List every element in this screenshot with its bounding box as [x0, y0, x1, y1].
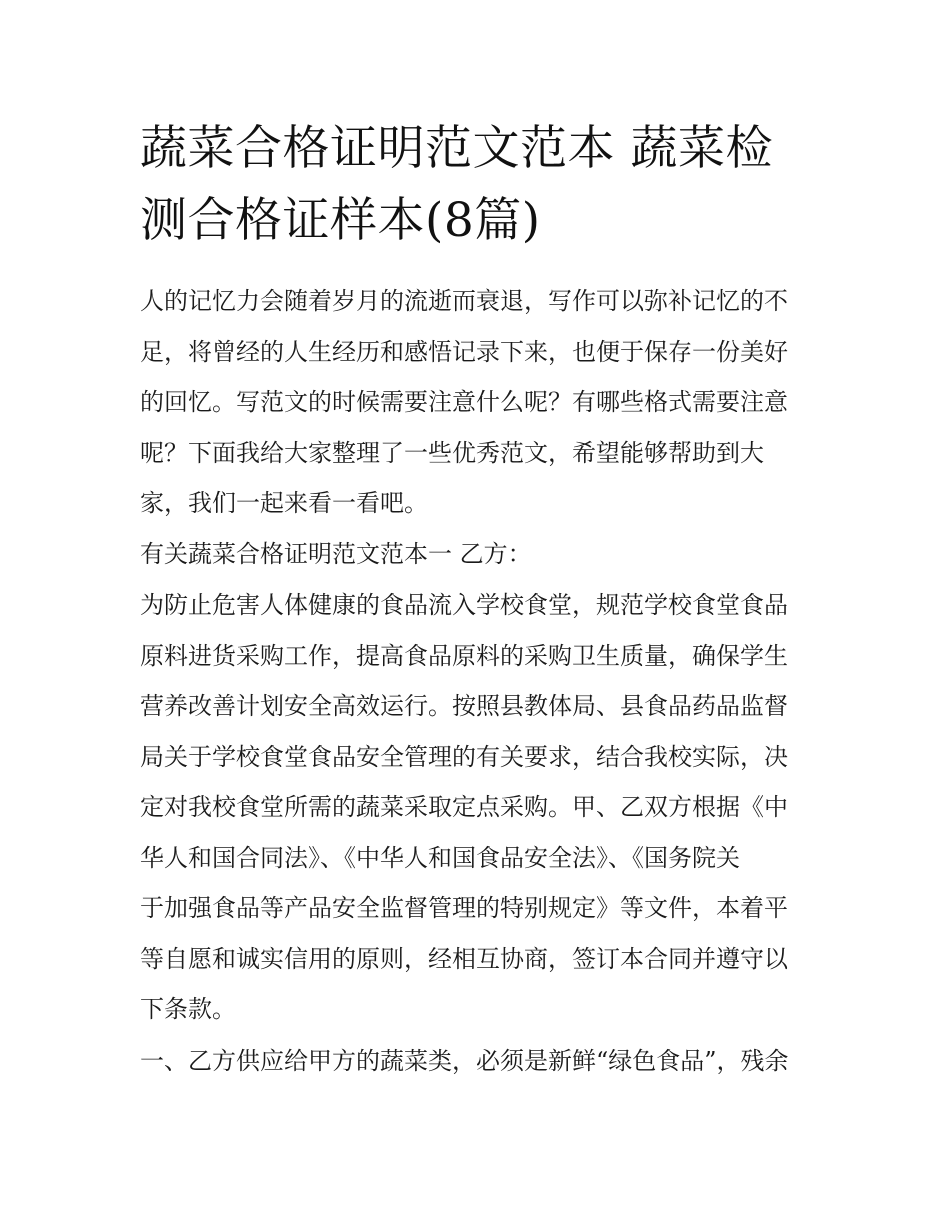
- paragraph-line: 华人和国合同法》、《中华人和国食品安全法》、《国务院关: [140, 843, 740, 872]
- section-heading: [140, 529, 815, 580]
- body-paragraph: [140, 580, 815, 1035]
- paragraph-line: 等自愿和诚实信用的原则，经相互协商，签订本合同并遵守以: [140, 944, 788, 973]
- intro-line: 足，将曾经的人生经历和感悟记录下来，也便于保存一份美好: [140, 337, 788, 366]
- intro-line: 呢？下面我给大家整理了一些优秀范文，希望能够帮助到大: [140, 438, 764, 467]
- paragraph-line: 营养改善计划安全高效运行。按照县教体局、县食品药品监督: [140, 692, 788, 720]
- intro-line: 人的记忆力会随着岁月的流逝而衰退，写作可以弥补记忆的不: [140, 287, 788, 315]
- title-line-1: 蔬菜合格证明范文范本 蔬菜检: [140, 121, 773, 176]
- intro-line: 的回忆。写范文的时候需要注意什么呢？有哪些格式需要注意: [140, 388, 788, 416]
- paragraph-line: 于加强食品等产品安全监督管理的特别规定》等文件，本着平: [140, 894, 788, 922]
- section-heading-text: 有关蔬菜合格证明范文范本一 乙方：: [140, 540, 532, 568]
- intro-paragraph: [140, 276, 815, 529]
- document-title: [140, 113, 820, 257]
- paragraph-line: 下条款。: [140, 995, 236, 1023]
- clause-paragraph: [140, 1036, 815, 1087]
- paragraph-line: 原料进货采购工作，提高食品原料的采购卫生质量，确保学生: [140, 641, 788, 670]
- paragraph-line: 定对我校食堂所需的蔬菜采取定点采购。甲、乙双方根据《中: [140, 793, 788, 821]
- title-line-2: 测合格证样本(8篇): [140, 193, 541, 248]
- clause-line: 一、乙方供应给甲方的蔬菜类，必须是新鲜“绿色食品”，残余: [140, 1047, 789, 1075]
- paragraph-line: 为防止危害人体健康的食品流入学校食堂，规范学校食堂食品: [140, 591, 788, 619]
- paragraph-line: 局关于学校食堂食品安全管理的有关要求，结合我校实际，决: [140, 742, 788, 771]
- intro-line: 家，我们一起来看一看吧。: [140, 489, 428, 517]
